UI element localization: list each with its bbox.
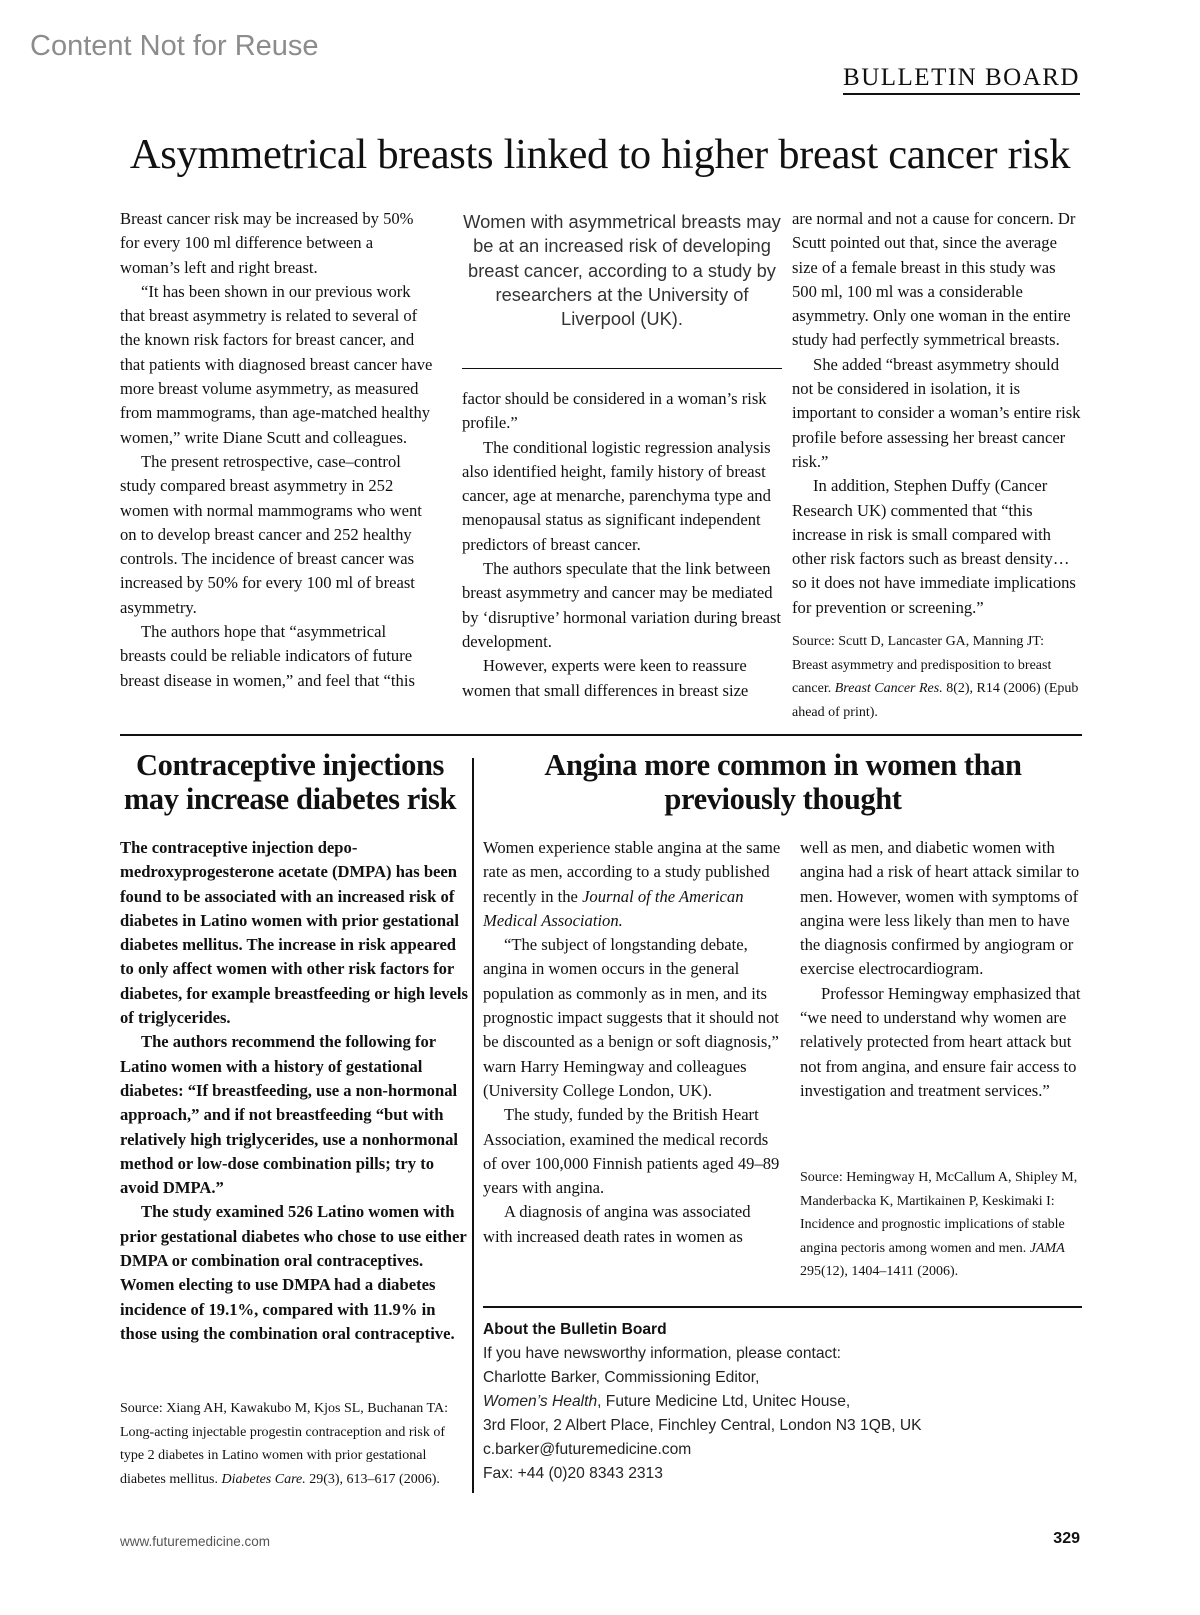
- paragraph: She added “breast asymmetry should not be considered in isolation, it is important to consider a woman’s entire risk profile before assessing her breast cancer risk.”: [792, 354, 1081, 471]
- title-line: previously thought: [664, 782, 902, 816]
- paragraph: The authors hope that “asymmetrical breasts could be reliable indicators of future breast disease in women,” and feel that “this: [120, 622, 415, 690]
- paragraph: The study, funded by the British Heart Association, examined the medical records of over 100,000 Finnish patients aged 49–89 years with angina.: [483, 1105, 780, 1198]
- journal-name: Women’s Health: [483, 1393, 598, 1410]
- article1-column-2: [462, 387, 782, 703]
- section-divider: [120, 734, 1082, 736]
- about-divider: [483, 1306, 1082, 1308]
- article3-title: [483, 748, 1083, 816]
- about-bulletin-board: [483, 1318, 1083, 1486]
- paragraph: well as men, and diabetic women with angina had a risk of heart attack similar to men. However, women with symptoms of angina were less likely than men to have the diagnosis confirmed by angiogram or exercise electrocardiogram.: [800, 838, 1080, 979]
- paragraph-text: Women experience stable angina at the same rate as men, according to a study published recently in the: [483, 838, 781, 906]
- about-title: About the Bulletin Board: [483, 1321, 667, 1338]
- source-journal: Breast Cancer Res.: [834, 681, 943, 697]
- column-divider: [472, 758, 474, 1493]
- footer-url-link[interactable]: www.futuremedicine.com: [120, 1534, 271, 1549]
- article1-title: Asymmetrical breasts linked to higher breast cancer risk: [129, 131, 1071, 178]
- section-label: BULLETIN BOARD: [843, 64, 1080, 95]
- paragraph: The authors speculate that the link between breast asymmetry and cancer may be mediated by ‘disruptive’ hormonal variation during breast development.: [462, 559, 782, 651]
- source-journal: Diabetes Care.: [221, 1471, 306, 1487]
- about-address: 3rd Floor, 2 Albert Place, Finchley Central, London N3 1QB, UK: [483, 1417, 922, 1434]
- paragraph: Breast cancer risk may be increased by 50% for every 100 ml difference between a woman’s left and right breast.: [120, 209, 414, 277]
- source-citation: 8(2), R14 (2006) (Epub ahead of print).: [792, 681, 1079, 720]
- source-text: Source: Hemingway H, McCallum A, Shipley M, Manderbacka K, Martikainen P, Keskimaki I: Incidence and prognostic implications of stable angina pectoris among women and men.: [800, 1170, 1078, 1256]
- about-contact-intro: If you have newsworthy information, please contact:: [483, 1345, 841, 1362]
- paragraph: The study examined 526 Latino women with prior gestational diabetes who chose to use either DMPA or combination oral contraceptives. Women electing to use DMPA had a diabetes incidence of 19.1%, compared with 11.9% in those using the combination oral contraceptive.: [120, 1202, 467, 1343]
- paragraph: The contraceptive injection depo-medroxyprogesterone acetate (DMPA) has been found to be associated with an increased risk of diabetes in Latino women with prior gestational diabetes mellitus. The increase in risk appeared to only affect women with other risk factors for diabetes, for example breastfeeding or high levels of triglycerides.: [120, 838, 468, 1028]
- source-citation: 295(12), 1404–1411 (2006).: [800, 1264, 959, 1280]
- page-number: 329: [1053, 1530, 1080, 1547]
- pullquote: Women with asymmetrical breasts may be at an increased risk of developing breast cancer, according to a study by researchers at the University of Liverpool (UK).: [463, 211, 781, 330]
- paragraph: The present retrospective, case–control study compared breast asymmetry in 252 women with normal mammograms who went on to develop breast cancer and 252 healthy controls. The incidence of breast cancer was increased by 50% for every 100 ml of breast asymmetry.: [120, 451, 422, 617]
- article2-body: [120, 836, 468, 1346]
- paragraph: In addition, Stephen Duffy (Cancer Research UK) commented that “this increase in risk is small compared with other risk factors such as breast density…so it does not have immediate implications for prevention or screening.”: [792, 476, 1076, 617]
- article1-source: [792, 630, 1082, 724]
- source-text: Source: Xiang AH, Kawakubo M, Kjos SL, Buchanan TA: Long-acting injectable progestin contraception and risk of type 2 diabetes in Latino women with prior gestational diabetes mellitus.: [120, 1401, 448, 1487]
- paragraph: “The subject of longstanding debate, angina in women occurs in the general population as commonly as in men, and its prognostic impact suggests that it should not be discounted as a benign or soft diagnosis,” warn Harry Hemingway and colleagues (University College London, UK).: [483, 935, 779, 1100]
- paragraph: The authors recommend the following for Latino women with a history of gestational diabetes: “If breastfeeding, use a non-hormonal approach,” and if not breastfeeding “but with relatively high triglycerides, use a nonhormonal method or low-dose combination pills; try to avoid DMPA.”: [120, 1032, 459, 1198]
- source-journal: JAMA: [1029, 1240, 1065, 1256]
- source-text: Source: Scutt D, Lancaster GA, Manning JT: Breast asymmetry and predisposition to breast cancer.: [792, 634, 1052, 697]
- journal-name: Journal of the American Medical Association.: [483, 886, 744, 930]
- title-line: Contraceptive injections: [135, 748, 445, 782]
- paragraph: are normal and not a cause for concern. Dr Scutt pointed out that, since the average size of a female breast in this study was 500 ml, 100 ml was a considerable asymmetry. Only one woman in the entire study had perfectly symmetrical breasts.: [792, 209, 1076, 350]
- watermark: Content Not for Reuse: [30, 30, 319, 62]
- paragraph: The conditional logistic regression analysis also identified height, family history of breast cancer, age at menarche, parenchyma type and menopausal status as significant independent predictors of breast cancer.: [462, 437, 771, 554]
- source-citation: 29(3), 613–617 (2006).: [305, 1471, 440, 1487]
- about-email-link[interactable]: c.barker@futuremedicine.com: [483, 1441, 692, 1458]
- title-line: may increase diabetes risk: [123, 782, 457, 816]
- article1-column-1: [120, 207, 436, 693]
- about-publisher: [483, 1390, 1083, 1414]
- publisher-address: , Future Medicine Ltd, Unitec House,: [597, 1393, 851, 1410]
- pullquote-rule: [462, 368, 782, 369]
- about-fax: Fax: +44 (0)20 8343 2313: [483, 1465, 663, 1482]
- article2-title: [120, 748, 460, 816]
- title-line: Angina more common in women than: [544, 748, 1022, 782]
- article3-column-1: [483, 836, 783, 1249]
- paragraph: Professor Hemingway emphasized that “we need to understand why women are relatively protected from heart attack but not from angina, and ensure fair access to investigation and treatment services.”: [800, 983, 1081, 1100]
- paragraph: “It has been shown in our previous work that breast asymmetry is related to several of the known risk factors for breast cancer, and that patients with diagnosed breast cancer have more breast volume asymmetry, as measured from mammograms, than age-matched healthy women,” write Diane Scutt and colleagues.: [120, 281, 433, 447]
- article3-source: [800, 1166, 1090, 1284]
- paragraph: factor should be considered in a woman’s risk profile.”: [462, 389, 767, 433]
- paragraph: However, experts were keen to reassure women that small differences in breast size: [462, 656, 749, 700]
- paragraph: [483, 836, 783, 933]
- paragraph: A diagnosis of angina was associated with increased death rates in women as: [483, 1202, 751, 1246]
- article2-source: [120, 1397, 470, 1491]
- article3-column-2: [800, 836, 1090, 1103]
- about-editor: Charlotte Barker, Commissioning Editor,: [483, 1369, 760, 1386]
- article1-column-3: [792, 207, 1082, 620]
